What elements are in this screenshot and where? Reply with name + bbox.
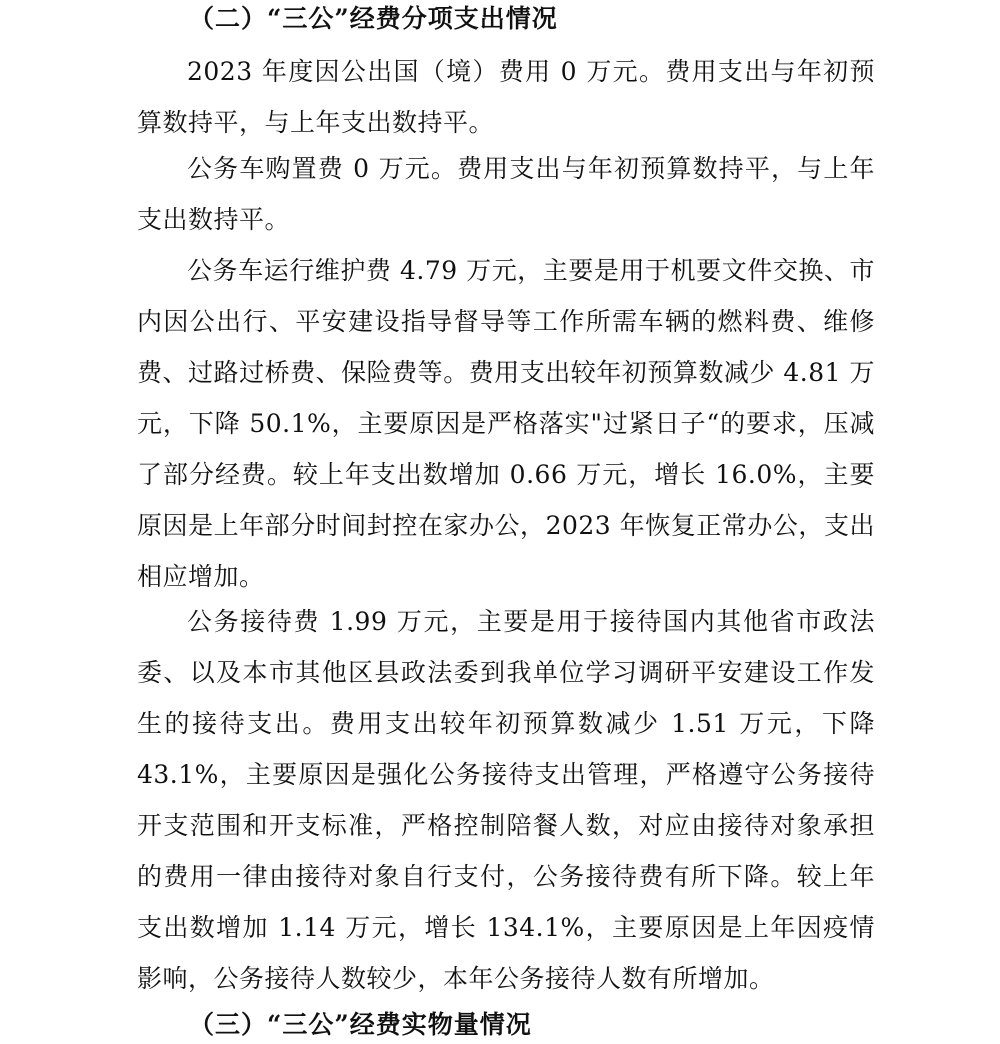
paragraph-official-reception: 公务接待费 1.99 万元，主要是用于接待国内其他省市政法委、以及本市其他区县政法委到我单位学习调研平安建设工作发生的接待支出。费用支出较年初预算数减少 1.51 万元，下降 43.1%，主要原因是强化公务接待支出管理，严格遵守公务接待开支范围和开支标准，严格控制陪餐人数，对应由接待对象承担的费用一律由接待对象自行支付，公务接待费有所下降。较上年支出数增加 1.14 万元，增长 134.1%，主要原因是上年因疫情影响，公务接待人数较少，本年公务接待人数有所增加。 bbox=[137, 607, 875, 993]
paragraph-block-reception bbox=[137, 596, 875, 1004]
paragraph-vehicle-maintenance: 公务车运行维护费 4.79 万元，主要是用于机要文件交换、市内因公出行、平安建设指导督导等工作所需车辆的燃料费、维修费、过路过桥费、保险费等。费用支出较年初预算数减少 4.81 万元，下降 50.1%，主要原因是严格落实"过紧日子“的要求，压减了部分经费。较上年支出数增加 0.66 万元，增长 16.0%，主要原因是上年部分时间封控在家办公，2023 年恢复正常办公，支出相应增加。 bbox=[137, 256, 875, 591]
paragraph-overseas-travel: 2023 年度因公出国（境）费用 0 万元。费用支出与年初预算数持平，与上年支出数持平。 bbox=[137, 57, 875, 137]
section-heading-expenditure-breakdown: （二）“三公”经费分项支出情况 bbox=[189, 4, 558, 33]
paragraph-block-vehicle-maintenance bbox=[137, 245, 875, 602]
paragraph-block-vehicle-purchase bbox=[137, 143, 875, 245]
paragraph-block-overseas bbox=[137, 46, 875, 148]
section-heading-physical-quantity: （三）“三公”经费实物量情况 bbox=[189, 1010, 532, 1039]
document-page bbox=[137, 0, 875, 1039]
paragraph-vehicle-purchase: 公务车购置费 0 万元。费用支出与年初预算数持平，与上年支出数持平。 bbox=[137, 154, 875, 234]
